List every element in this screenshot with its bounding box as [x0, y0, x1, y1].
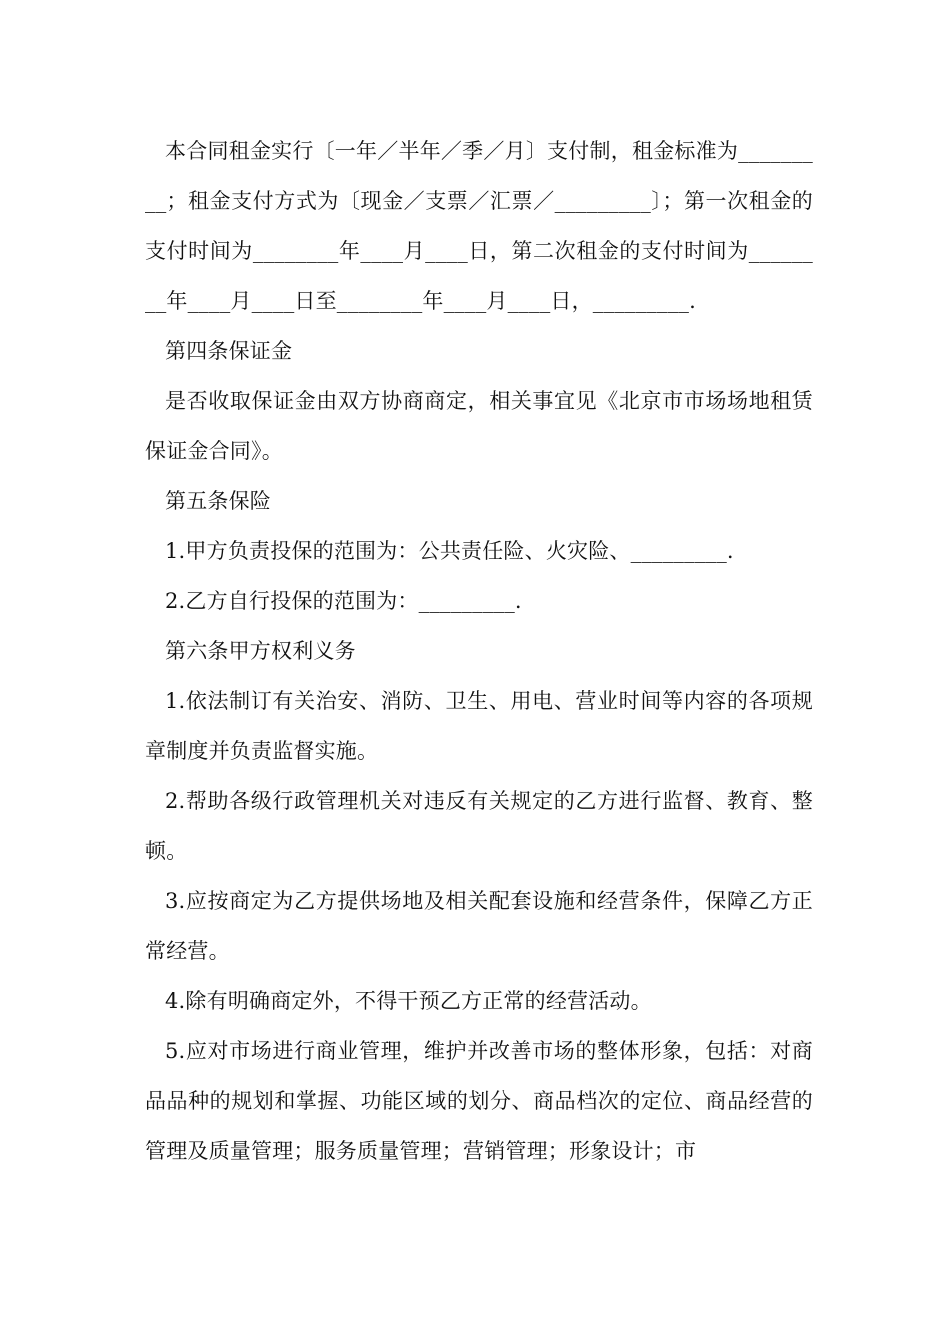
heading-article-5-insurance: 第五条保险: [165, 489, 271, 513]
paragraph-rights-item-4: 4.除有明确商定外，不得干预乙方正常的经营活动。: [165, 989, 652, 1013]
paragraph-insurance-party-a: 1.甲方负责投保的范围为：公共责任险、火灾险、_________.: [165, 539, 734, 563]
paragraph-rights-item-3: 3.应按商定为乙方提供场地及相关配套设施和经营条件，保障乙方正常经营。: [145, 889, 813, 963]
paragraph-insurance-party-b: 2.乙方自行投保的范围为：_________.: [165, 589, 522, 613]
document-body: [145, 126, 813, 1176]
heading-article-4-deposit: 第四条保证金: [165, 339, 293, 363]
paragraph-rights-item-2: 2.帮助各级行政管理机关对违反有关规定的乙方进行监督、教育、整顿。: [145, 789, 813, 863]
heading-article-6-party-a-rights: 第六条甲方权利义务: [165, 639, 356, 663]
paragraph-deposit: 是否收取保证金由双方协商商定，相关事宜见《北京市市场场地租赁保证金合同》。: [145, 389, 813, 463]
paragraph-rent-payment: 本合同租金实行〔一年／半年／季／月〕支付制，租金标准为_________；租金支付方式为〔现金／支票／汇票／_________〕；第一次租金的支付时间为________年____月____日，第二次租金的支付时间为________年____月____日至________年____月____日，_________.: [145, 139, 813, 313]
paragraph-rights-item-5: 5.应对市场进行商业管理，维护并改善市场的整体形象，包括：对商品品种的规划和掌握、功能区域的划分、商品档次的定位、商品经营的管理及质量管理；服务质量管理；营销管理；形象设计；市: [145, 1039, 813, 1163]
paragraph-rights-item-1: 1.依法制订有关治安、消防、卫生、用电、营业时间等内容的各项规章制度并负责监督实施。: [145, 689, 813, 763]
